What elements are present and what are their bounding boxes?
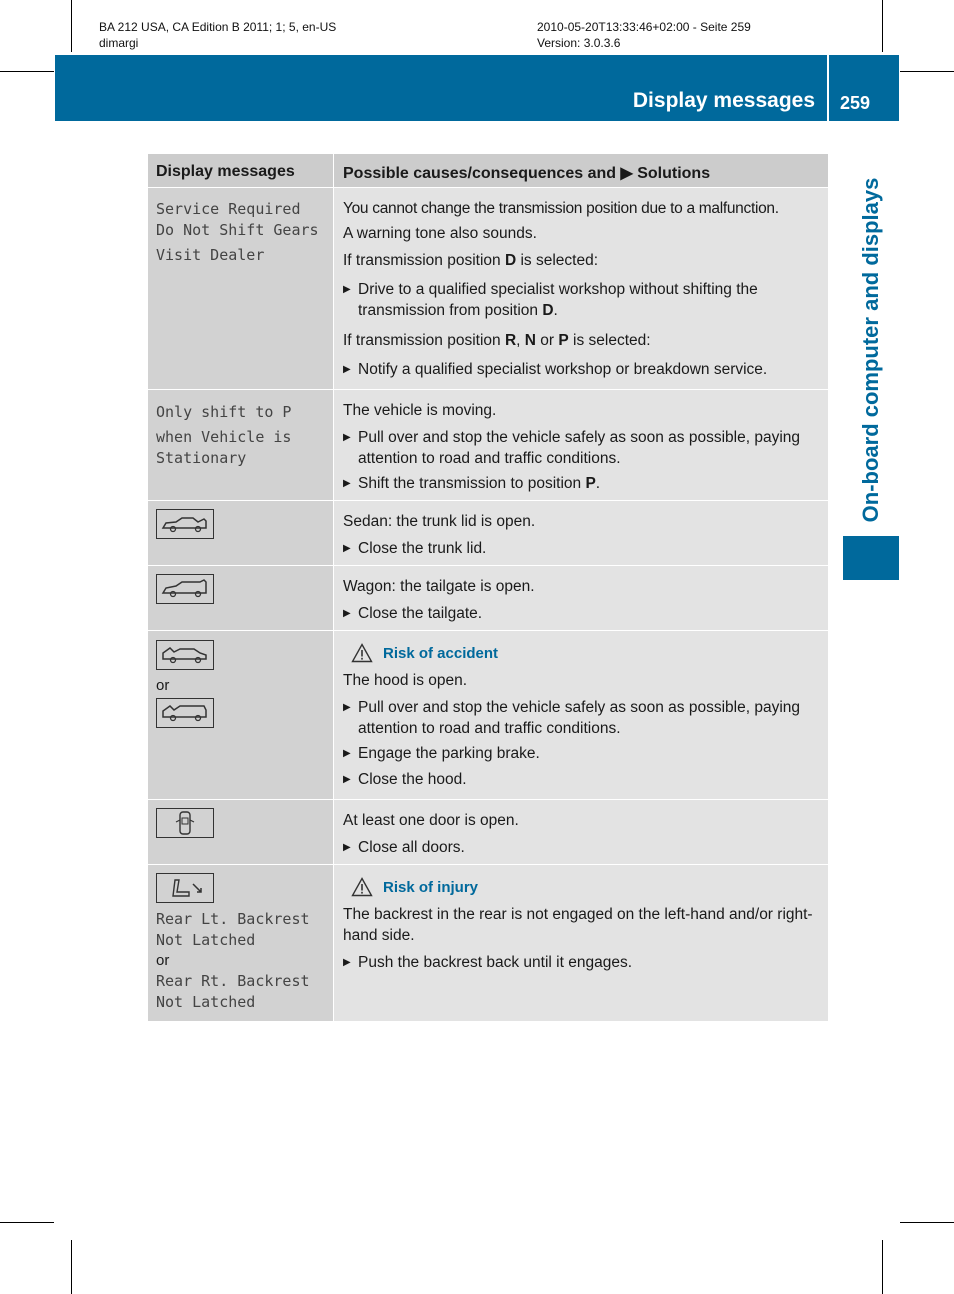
text-run: P xyxy=(558,332,569,349)
warning-heading xyxy=(343,643,824,663)
meta-line: dimargi xyxy=(99,36,139,50)
step-text: Close the trunk lid. xyxy=(358,540,487,557)
solution-cell xyxy=(333,390,828,500)
section-title: Display messages xyxy=(632,89,815,112)
solution-cell xyxy=(333,631,828,799)
text-run: . xyxy=(595,475,601,492)
column-header: Display messages xyxy=(156,163,295,180)
table-row xyxy=(148,566,828,631)
crop-mark xyxy=(71,1240,72,1294)
crop-mark xyxy=(882,1240,883,1294)
warning-label: Risk of accident xyxy=(383,644,499,662)
solution-cell xyxy=(333,865,828,1021)
step-text: Notify a qualified specialist workshop or breakdown service. xyxy=(358,361,768,378)
cause-text: You cannot change the transmission position due to a malfunction. xyxy=(343,200,779,217)
step-arrow-icon: ▶ xyxy=(343,957,351,968)
solution-step xyxy=(343,603,824,624)
solution-cell xyxy=(333,501,828,565)
or-separator: or xyxy=(156,952,170,969)
display-message: Stationary xyxy=(156,449,247,467)
solution-step xyxy=(343,279,824,321)
display-message: Not Latched xyxy=(156,993,256,1011)
display-message: Service Required xyxy=(156,200,301,218)
display-message: Visit Dealer xyxy=(156,246,265,264)
solution-step xyxy=(343,427,824,469)
section-header-bar xyxy=(55,55,827,121)
step-text: Engage the parking brake. xyxy=(358,745,540,762)
print-meta-right xyxy=(537,19,751,51)
crop-mark xyxy=(900,1222,954,1223)
step-text: Pull over and stop the vehicle safely as soon as possible, paying attention to road and traffic conditions. xyxy=(358,699,801,737)
solution-step xyxy=(343,359,824,380)
table-header-row xyxy=(148,154,828,188)
cause-text xyxy=(343,250,824,271)
cause-text: The hood is open. xyxy=(343,672,468,689)
display-messages-table xyxy=(148,154,828,1022)
cause-text: The vehicle is moving. xyxy=(343,402,497,419)
table-row xyxy=(148,188,828,390)
step-text xyxy=(358,279,824,321)
table-row xyxy=(148,390,828,501)
solution-step xyxy=(343,473,824,494)
or-separator: or xyxy=(156,677,170,694)
solution-cell xyxy=(333,566,828,630)
wagon-tailgate-open-icon xyxy=(156,574,214,604)
warning-triangle-icon xyxy=(351,877,373,897)
step-arrow-icon: ▶ xyxy=(343,702,351,713)
step-arrow-icon: ▶ xyxy=(343,842,351,853)
message-cell xyxy=(148,800,333,864)
solution-step xyxy=(343,769,824,790)
crop-mark xyxy=(71,0,72,52)
text-run: If transmission position xyxy=(343,332,505,349)
display-message: when Vehicle is xyxy=(156,428,292,446)
text-run: P xyxy=(585,475,596,492)
step-arrow-icon: ▶ xyxy=(343,774,351,785)
step-arrow-icon: ▶ xyxy=(343,364,351,375)
message-cell xyxy=(148,188,333,389)
cause-text: Wagon: the tailgate is open. xyxy=(343,578,535,595)
meta-line: Version: 3.0.3.6 xyxy=(537,36,621,50)
sedan-hood-open-icon xyxy=(156,640,214,670)
display-message: Only shift to P xyxy=(156,403,292,421)
meta-line: 2010-05-20T13:33:46+02:00 - Seite 259 xyxy=(537,20,751,34)
display-message: Do Not Shift Gears xyxy=(156,221,319,239)
cause-text: Sedan: the trunk lid is open. xyxy=(343,513,536,530)
column-header: Possible causes/consequences and ▶ Solutions xyxy=(333,154,828,187)
solution-step xyxy=(343,697,824,739)
crop-mark xyxy=(882,0,883,52)
step-arrow-icon: ▶ xyxy=(343,478,351,489)
text-run: D xyxy=(504,252,517,269)
crop-mark xyxy=(900,71,954,72)
rear-backrest-icon xyxy=(156,873,214,903)
text-run: If transmission position xyxy=(343,252,505,269)
print-meta-left xyxy=(99,19,336,51)
text-run: is selected: xyxy=(516,252,599,269)
text-run: Shift the transmission to position xyxy=(358,475,586,492)
step-text: Close all doors. xyxy=(358,839,465,856)
message-cell xyxy=(148,865,333,1021)
step-arrow-icon: ▶ xyxy=(343,608,351,619)
door-open-icon xyxy=(156,808,214,838)
step-text: Close the hood. xyxy=(358,771,467,788)
step-text: Pull over and stop the vehicle safely as soon as possible, paying attention to road and traffic conditions. xyxy=(358,429,801,467)
step-text xyxy=(358,473,600,494)
solution-cell xyxy=(333,800,828,864)
solution-step xyxy=(343,952,824,973)
text-run: . xyxy=(553,302,558,319)
cause-text: A warning tone also sounds. xyxy=(343,225,537,242)
table-row xyxy=(148,631,828,800)
page-number-box xyxy=(829,55,899,121)
display-message: Rear Rt. Backrest xyxy=(156,972,310,990)
sedan-trunk-open-icon xyxy=(156,509,214,539)
table-row xyxy=(148,800,828,865)
chapter-tab xyxy=(843,536,899,580)
crop-mark xyxy=(0,1222,54,1223)
step-arrow-icon: ▶ xyxy=(343,543,351,554)
message-cell xyxy=(148,566,333,630)
table-row xyxy=(148,501,828,566)
text-run: R xyxy=(504,332,517,349)
text-run: is selected: xyxy=(568,332,651,349)
step-arrow-icon: ▶ xyxy=(343,432,351,443)
step-arrow-icon: ▶ xyxy=(343,284,351,295)
page-number: 259 xyxy=(840,93,871,113)
wagon-hood-open-icon xyxy=(156,698,214,728)
text-run: D xyxy=(542,302,554,319)
display-message: Rear Lt. Backrest xyxy=(156,910,310,928)
step-text: Push the backrest back until it engages. xyxy=(358,954,632,971)
step-arrow-icon: ▶ xyxy=(343,748,351,759)
solution-cell xyxy=(333,188,828,389)
solution-step xyxy=(343,837,824,858)
table-row xyxy=(148,865,828,1022)
message-cell xyxy=(148,631,333,799)
step-text: Close the tailgate. xyxy=(358,605,483,622)
meta-line: BA 212 USA, CA Edition B 2011; 1; 5, en-US xyxy=(99,20,337,34)
cause-text xyxy=(343,330,824,351)
text-run: Drive to a qualified specialist workshop without shifting the transmission from position xyxy=(358,281,758,319)
text-run: N xyxy=(524,332,536,349)
text-run: , xyxy=(516,332,525,349)
crop-mark xyxy=(0,71,54,72)
cause-text: At least one door is open. xyxy=(343,812,519,829)
warning-triangle-icon xyxy=(351,643,373,663)
display-message: Not Latched xyxy=(156,931,256,949)
warning-label: Risk of injury xyxy=(383,878,479,896)
text-run: or xyxy=(536,332,559,349)
chapter-title: On-board computer and displays xyxy=(858,177,883,523)
solution-step xyxy=(343,743,824,764)
warning-heading xyxy=(343,877,824,897)
message-cell xyxy=(148,501,333,565)
cause-text: The backrest in the rear is not engaged on the left-hand and/or right-hand side. xyxy=(343,906,813,944)
message-cell xyxy=(148,390,333,500)
solution-step xyxy=(343,538,824,559)
